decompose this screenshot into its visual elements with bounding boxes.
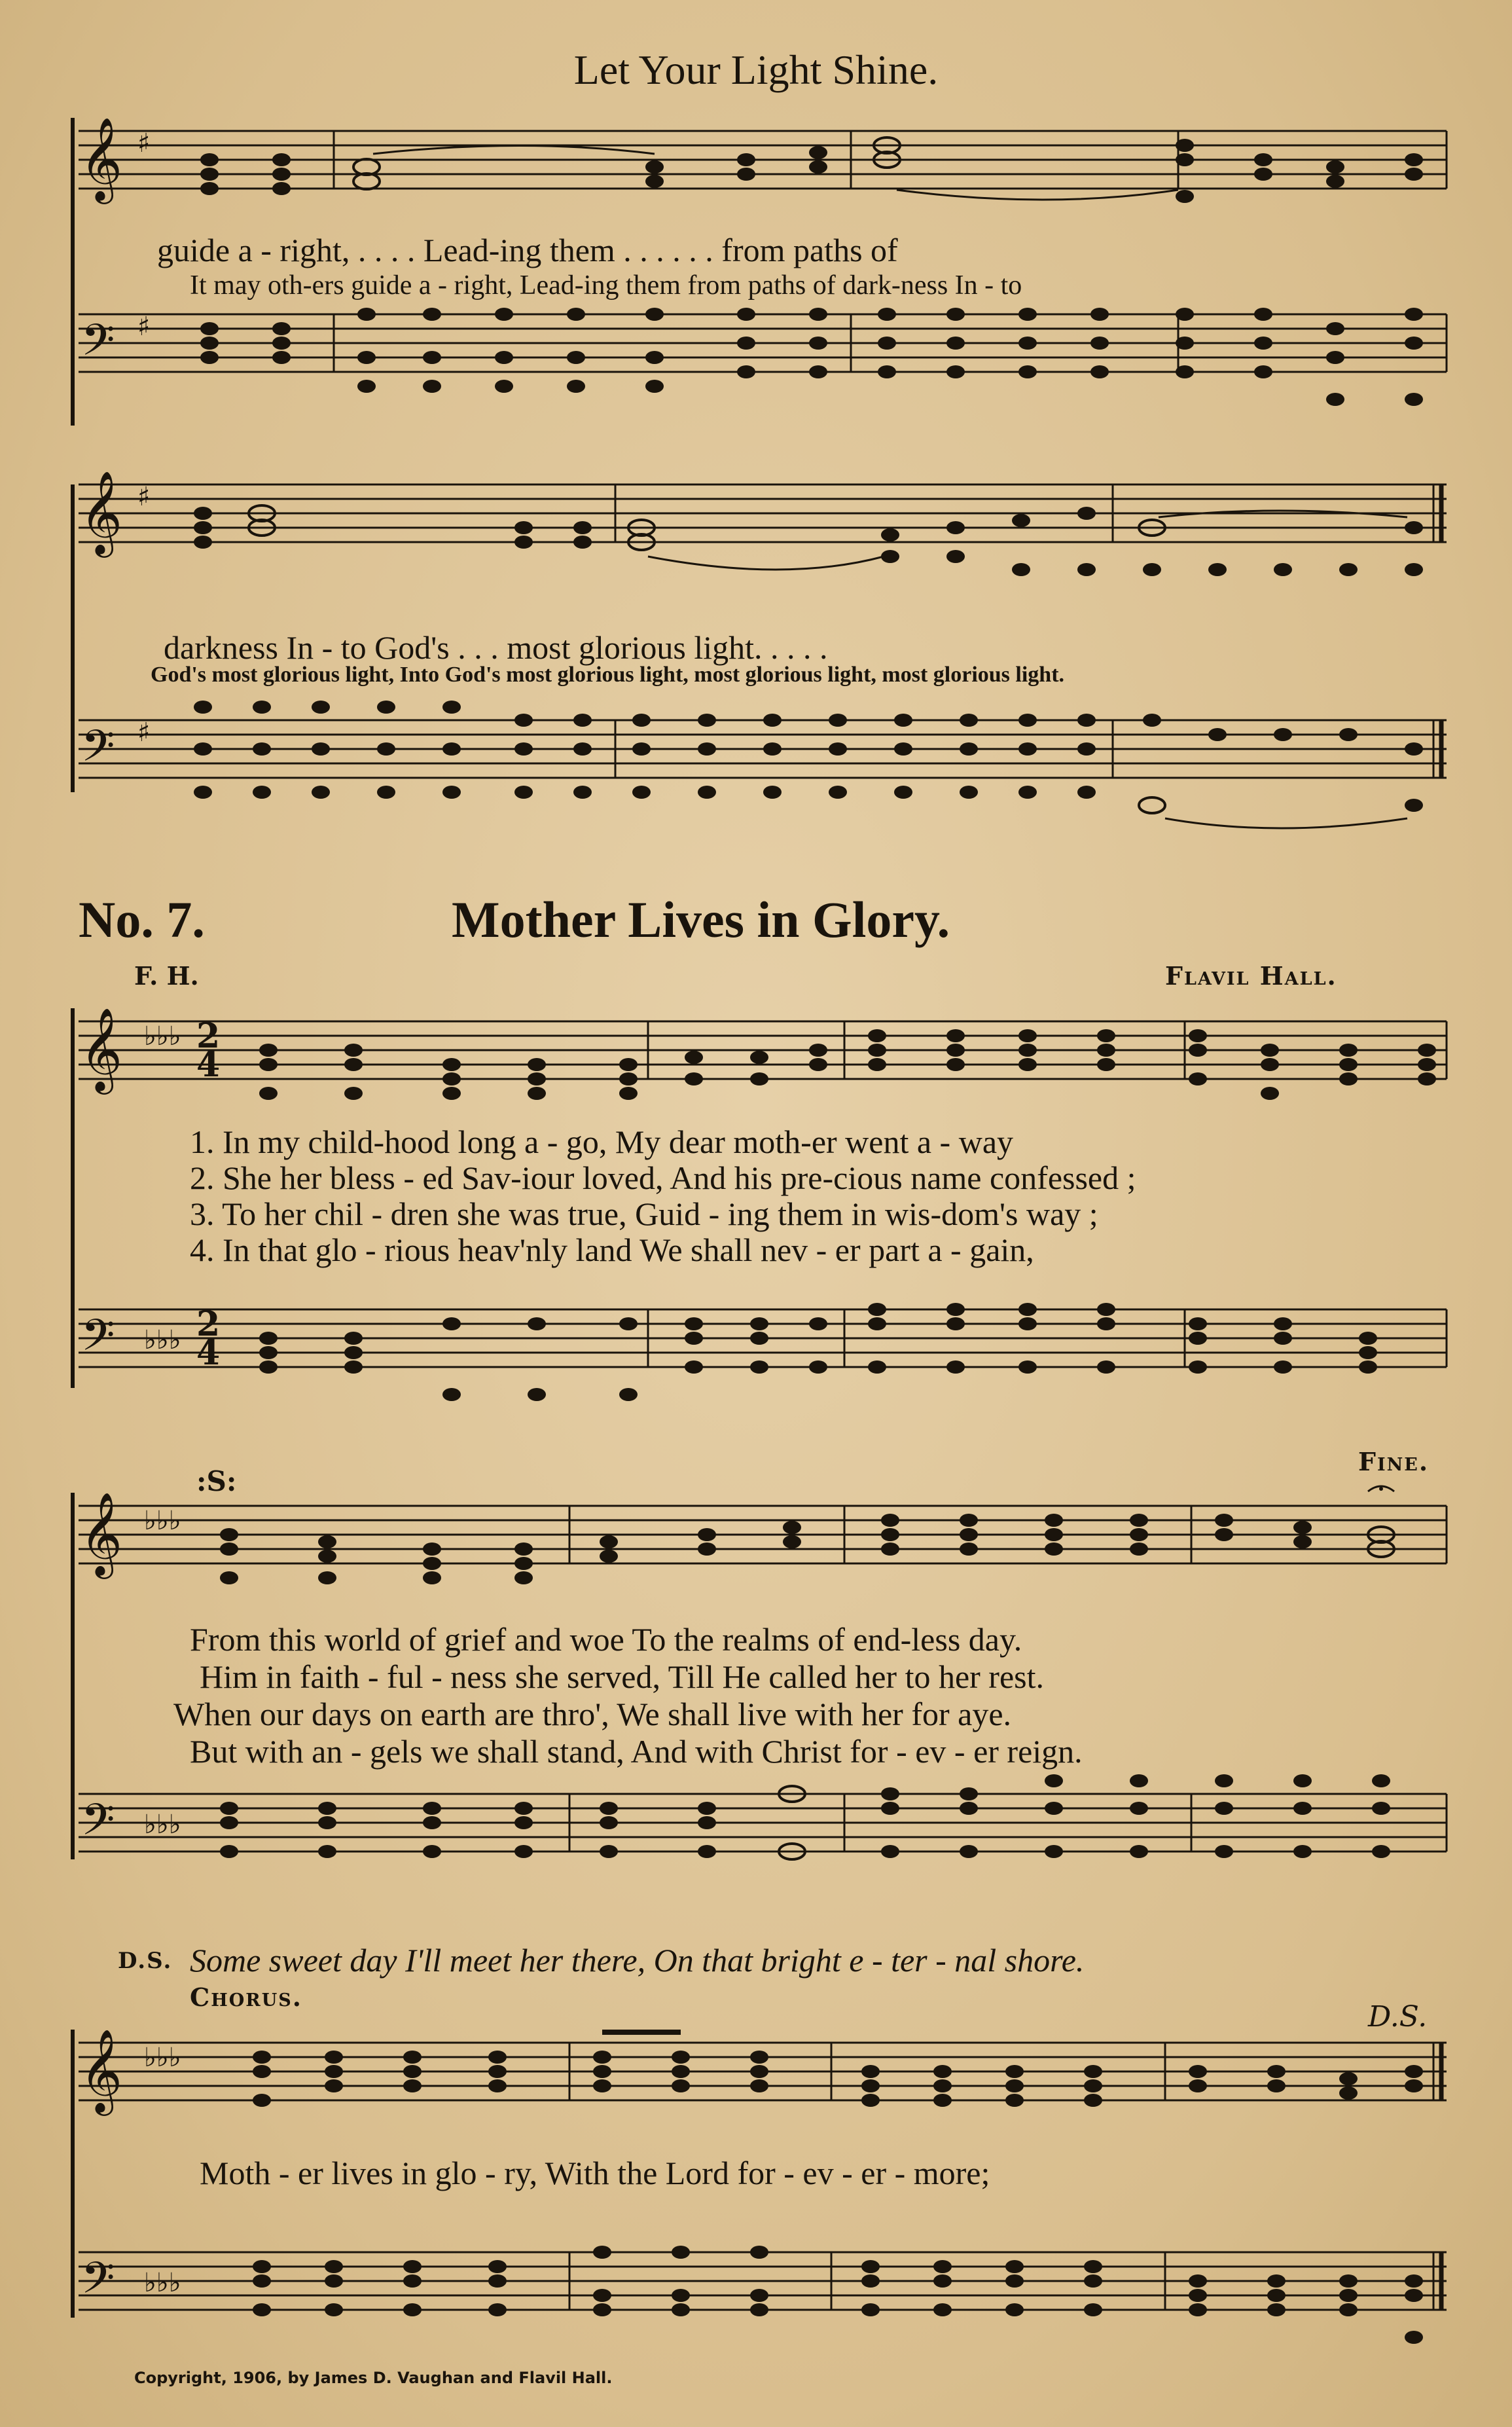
copyright-notice: Copyright, 1906, by James D. Vaughan and Flavil Hall. [134, 2369, 613, 2387]
svg-text:𝄢: 𝄢 [81, 721, 115, 782]
chorus-lyric: Moth - er lives in glo - ry, With the Lord for - ev - er - more; [200, 2155, 990, 2191]
song-title-mother: Mother Lives in Glory. [452, 891, 950, 948]
ds-label: D.S. [118, 1948, 173, 1974]
verse-2-line-1: 2. She her bless - ed Sav-iour loved, And his pre-cious name confessed ; [190, 1159, 1136, 1196]
ds-marker: D.S. [1368, 2000, 1428, 2034]
svg-text:♭♭♭: ♭♭♭ [144, 1810, 181, 1840]
staff-treble-4 [65, 1493, 1453, 1611]
svg-text:♯: ♯ [137, 128, 151, 158]
ds-lyric-line: Some sweet day I'll meet her there, On that bright e - ter - nal shore. [190, 1942, 1085, 1979]
staff-bass-5 [65, 2239, 1453, 2370]
system-bracket-4 [71, 1493, 75, 1859]
svg-text:𝄞: 𝄞 [80, 1491, 123, 1575]
lyric-row-2-treble: darkness In - to God's . . . most glorious light. . . . . [164, 629, 828, 666]
svg-text:♯: ♯ [137, 482, 151, 512]
svg-text:♯: ♯ [137, 312, 151, 342]
song-number: No. 7. [79, 891, 205, 948]
system-bracket-3 [71, 1008, 75, 1388]
svg-text:𝄢: 𝄢 [81, 1310, 115, 1371]
svg-text:𝄢: 𝄢 [81, 1795, 115, 1855]
system-bracket-2 [71, 484, 75, 792]
svg-text:♭♭♭: ♭♭♭ [144, 2043, 181, 2073]
svg-text:2: 2 [196, 1016, 221, 1056]
verse-4-line-1: 4. In that glo - rious heav'nly land We shall nev - er part a - gain, [190, 1232, 1034, 1268]
fine-marker: Fine. [1358, 1447, 1430, 1476]
lyric-row-1-treble: guide a - right, . . . . Lead-ing them . . . . . . from paths of [157, 232, 898, 268]
svg-text:♭♭♭: ♭♭♭ [144, 1506, 181, 1536]
svg-text:♭♭♭: ♭♭♭ [144, 2268, 181, 2298]
composer-name: Flavil Hall. [1165, 961, 1337, 991]
verse-3-line-2: When our days on earth are thro', We shall live with her for aye. [173, 1696, 1012, 1732]
staff-bass-4 [65, 1781, 1453, 1899]
song-title-light-shine: Let Your Light Shine. [573, 46, 939, 93]
system-bracket-5 [71, 2030, 75, 2318]
staff-bass-2 [65, 707, 1453, 858]
staff-treble-2 [65, 471, 1453, 602]
system-bracket-1 [71, 118, 75, 426]
svg-text:♭♭♭: ♭♭♭ [144, 1325, 181, 1355]
svg-text:𝄞: 𝄞 [80, 117, 123, 200]
svg-text:♭♭♭: ♭♭♭ [144, 1021, 181, 1051]
verse-1-line-1: 1. In my child-hood long a - go, My dear moth-er went a - way [190, 1123, 1014, 1160]
lyric-row-2-bass: God's most glorious light, Into God's most glorious light, most glorious light, most glorious light. [151, 663, 1065, 687]
staff-treble-1 [65, 118, 1453, 236]
segno-sign: :S: [196, 1465, 237, 1497]
chorus-label: Chorus. [190, 1982, 302, 2012]
author-initials: F. H. [134, 961, 199, 991]
svg-text:2: 2 [196, 1304, 221, 1344]
verse-1-line-2: From this world of grief and woe To the realms of end-less day. [190, 1621, 1022, 1658]
staff-treble-5 [65, 2030, 1453, 2147]
svg-text:𝄞: 𝄞 [80, 1007, 123, 1091]
svg-text:𝄢: 𝄢 [81, 315, 115, 376]
lyric-row-1-bass: It may oth-ers guide a - right, Lead-ing them from paths of dark-ness In - to [190, 270, 1022, 301]
svg-text:4: 4 [196, 1333, 221, 1373]
verse-4-line-2: But with an - gels we shall stand, And with Christ for - ev - er reign. [190, 1733, 1083, 1770]
staff-bass-3 [65, 1296, 1453, 1427]
staff-treble-3 [65, 1008, 1453, 1126]
svg-text:𝄢: 𝄢 [81, 2253, 115, 2314]
verse-3-line-1: 3. To her chil - dren she was true, Guid - ing them in wis-dom's way ; [190, 1195, 1098, 1232]
staff-bass-1 [65, 301, 1453, 432]
svg-text:𝄞: 𝄞 [80, 2028, 123, 2112]
verse-2-line-2: Him in faith - ful - ness she served, Till He called her to her rest. [200, 1658, 1044, 1695]
svg-text:𝄞: 𝄞 [80, 470, 123, 554]
svg-text:♯: ♯ [137, 718, 151, 748]
svg-text:4: 4 [196, 1045, 221, 1085]
